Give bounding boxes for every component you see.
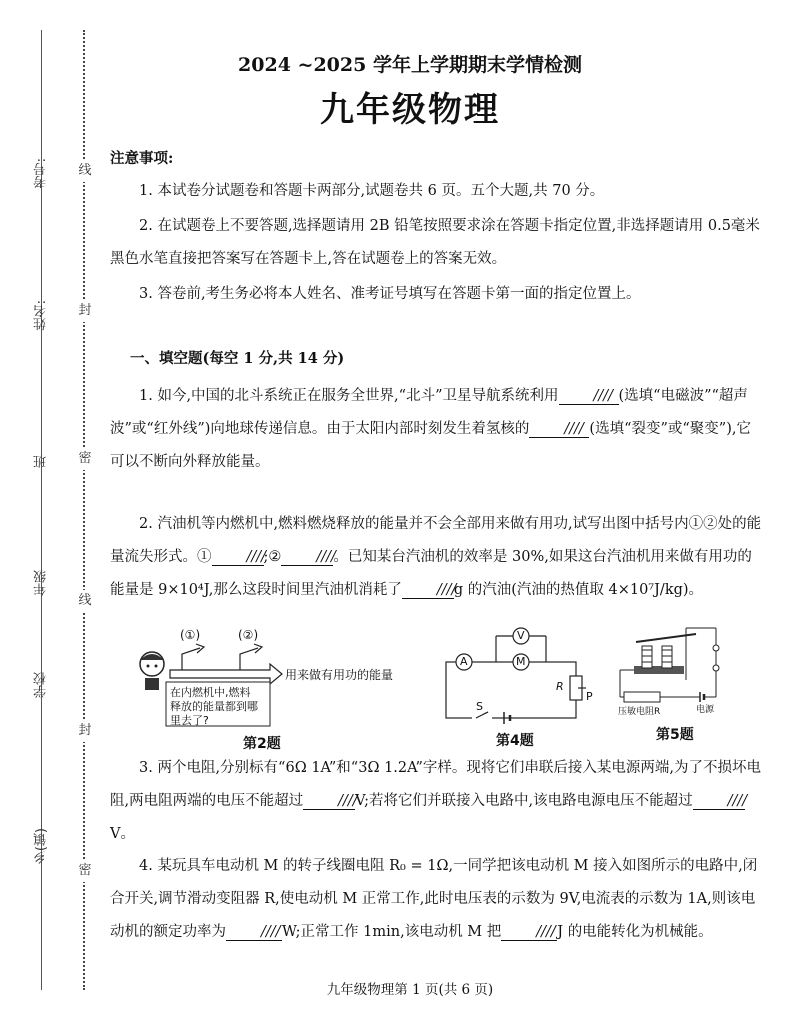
town-label: 乡(镇) — [34, 828, 49, 865]
class-label: 班 — [34, 455, 49, 468]
q2-text-d: g 的汽油(汽油的热值取 4×10⁷J/kg)。 — [453, 582, 704, 598]
question-2 — [110, 508, 765, 607]
answer-blank[interactable]: //// — [281, 549, 333, 566]
fig5-label-right: 电源 — [696, 705, 715, 715]
answer-blank[interactable]: //// — [559, 388, 619, 405]
rheostat-label: R — [556, 680, 564, 693]
q4-text-a: 4. 某玩具车电动机 M 的转子线圈电阻 R₀ = 1Ω,一同学把该电动机 M 接入如图所示的电路中,闭合开关,调节滑动变阻器 R,使电动机 M 正常工作,此时电压表的示数为 9V,电流表的示数为 1A,则该电动机的额定功率为 — [110, 858, 758, 940]
fig2-arrow-text: 用来做有用功的能量 — [285, 668, 394, 682]
q2-text-c: 。已知某台汽油机的效率是 30%,如果这台汽油机用来做有用功的能量是 9×10⁴J,那么这段时间里汽油机消耗了 — [110, 549, 752, 598]
school-label: 学校 — [34, 672, 49, 698]
fig5-label-left: 压敏电阻R — [618, 707, 661, 717]
fig2-label-1: (①) — [180, 628, 201, 642]
answer-blank[interactable]: //// — [303, 793, 355, 810]
fig2-label-2: (②) — [238, 628, 259, 642]
q4-text-b: W;正常工作 1min,该电动机 M 把 — [282, 924, 502, 940]
seal-char: 封 — [76, 720, 94, 742]
answer-blank[interactable]: //// — [402, 582, 454, 599]
figure-4 — [436, 624, 596, 724]
motor-symbol: M — [516, 655, 526, 668]
question-1 — [110, 380, 765, 479]
q3-text-b: V;若将它们并联接入电路中,该电路电源电压不能超过 — [355, 793, 693, 809]
notice-item: 2. 在试题卷上不要答题,选择题请用 2B 铅笔按照要求涂在答题卡指定位置,非选择题请用 0.5毫米黑色水笔直接把答案写在答题卡上,答在试题卷上的答案无效。 — [110, 218, 760, 267]
page-footer: 九年级物理第 1 页(共 6 页) — [326, 982, 494, 998]
figure-2-caption: 第2题 — [243, 736, 281, 752]
q4-text-c: J 的电能转化为机械能。 — [557, 924, 713, 940]
ammeter-symbol: A — [460, 655, 468, 668]
answer-blank[interactable]: //// — [693, 793, 745, 810]
circuit-diagram — [436, 624, 596, 724]
notice-item: 3. 答卷前,考生务必将本人姓名、准考证号填写在答题卡第一面的指定位置上。 — [139, 286, 641, 302]
section-heading: 一、填空题(每空 1 分,共 14 分) — [130, 350, 345, 367]
voltmeter-symbol: V — [517, 629, 525, 642]
q1-text-b: (选填“电磁波”“超声波”或“红外线”)向地球传递信息。由于太阳内部时刻发生着氢核的 — [110, 388, 748, 437]
q1-text-a: 1. 如今,中国的北斗系统正在服务全世界,“北斗”卫星导航系统利用 — [139, 388, 559, 404]
switch-label: S — [476, 700, 483, 713]
seal-char: 线 — [76, 160, 94, 182]
q2-text-a: 2. 汽油机等内燃机中,燃料燃烧释放的能量并不会全部用来做有用功,试写出图中括号内①②处的能量流失形式。① — [110, 516, 762, 565]
q3-text-c: V。 — [110, 826, 135, 842]
answer-blank[interactable]: //// — [226, 924, 282, 941]
grade-label: 年级 — [34, 570, 49, 596]
exam-title: 九年级物理 — [320, 90, 500, 130]
q2-text-b: ;② — [263, 549, 282, 565]
exam-subtitle: 2024 ~2025 学年上学期期末学情检测 — [238, 54, 582, 76]
figure-4-caption: 第4题 — [496, 733, 534, 749]
seal-char: 封 — [76, 300, 94, 322]
answer-blank[interactable]: //// — [529, 421, 589, 438]
figure-2 — [130, 628, 420, 728]
question-4 — [110, 850, 765, 949]
figure-5 — [616, 620, 746, 720]
exam-no-label: 考号: — [34, 158, 49, 189]
name-label: 姓名: — [34, 300, 49, 331]
notice-item: 1. 本试卷分试题卷和答题卡两部分,试题卷共 6 页。五个大题,共 70 分。 — [139, 183, 605, 199]
notice-heading: 注意事项: — [110, 150, 174, 167]
seal-char: 线 — [76, 590, 94, 612]
figure-5-caption: 第5题 — [656, 727, 694, 743]
fig2-bubble-line: 在内燃机中,燃料 — [170, 686, 251, 699]
answer-blank[interactable]: //// — [212, 549, 264, 566]
question-3 — [110, 752, 765, 851]
seal-char: 密 — [76, 448, 94, 470]
q3-text-a: 3. 两个电阻,分别标有“6Ω 1A”和“3Ω 1.2A”字样。现将它们串联后接入某电源两端,为了不损坏电阻,两电阻两端的电压不能超过 — [110, 760, 761, 809]
fig2-bubble-line: 里去了? — [170, 714, 209, 727]
q1-text-c: (选填“裂变”或“聚变”),它可以不断向外释放能量。 — [110, 421, 751, 470]
slider-label: P — [586, 690, 593, 703]
seal-char: 密 — [76, 860, 94, 882]
fig2-bubble-line: 释放的能量都到哪 — [170, 700, 258, 713]
answer-blank[interactable]: //// — [501, 924, 557, 941]
